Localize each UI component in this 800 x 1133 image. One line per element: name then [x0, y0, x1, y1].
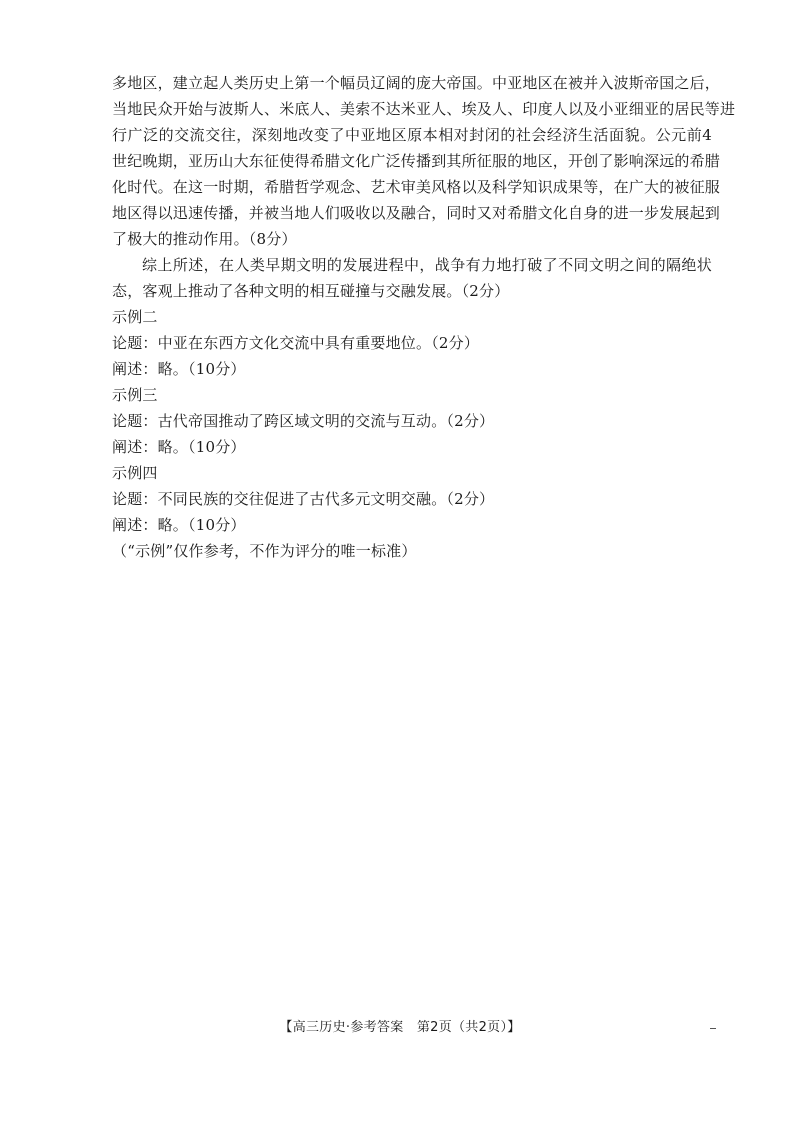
scan-mark	[710, 1028, 716, 1029]
example-elaboration: 阐述：略。（10分）	[112, 438, 246, 456]
summary-line: 态，客观上推动了各种文明的相互碰撞与交融发展。（2分）	[112, 282, 510, 300]
paragraph-line: 了极大的推动作用。（8分）	[112, 230, 297, 248]
example-thesis: 论题：中亚在东西方文化交流中具有重要地位。（2分）	[112, 334, 480, 352]
example-title: 示例四	[112, 464, 158, 482]
example-title: 示例二	[112, 308, 158, 326]
example-title: 示例三	[112, 386, 158, 404]
paragraph-line: 地区得以迅速传播，并被当地人们吸收以及融合，同时又对希腊文化自身的进一步发展起到	[112, 204, 721, 222]
example-thesis: 论题：不同民族的交往促进了古代多元文明交融。（2分）	[112, 490, 495, 508]
reference-note: （“示例”仅作参考，不作为评分的唯一标准）	[112, 542, 417, 560]
example-elaboration: 阐述：略。（10分）	[112, 516, 246, 534]
paragraph-line: 行广泛的交流交往，深刻地改变了中亚地区原本相对封闭的社会经济生活面貌。公元前4	[112, 126, 712, 144]
paragraph-line: 化时代。在这一时期，希腊哲学观念、艺术审美风格以及科学知识成果等，在广大的被征服	[112, 178, 721, 196]
example-elaboration: 阐述：略。（10分）	[112, 360, 246, 378]
summary-line: 综上所述，在人类早期文明的发展进程中，战争有力地打破了不同文明之间的隔绝状	[142, 256, 712, 274]
example-thesis: 论题：古代帝国推动了跨区域文明的交流与互动。（2分）	[112, 412, 495, 430]
paragraph-line: 世纪晚期，亚历山大东征使得希腊文化广泛传播到其所征服的地区，开创了影响深远的希腊	[112, 152, 721, 170]
page-footer: 【高三历史·参考答案 第2页（共2页）】	[279, 1020, 521, 1035]
paragraph-line: 多地区，建立起人类历史上第一个幅员辽阔的庞大帝国。中亚地区在被并入波斯帝国之后，	[112, 74, 721, 92]
paragraph-line: 当地民众开始与波斯人、米底人、美索不达米亚人、埃及人、印度人以及小亚细亚的居民等进	[112, 100, 736, 118]
